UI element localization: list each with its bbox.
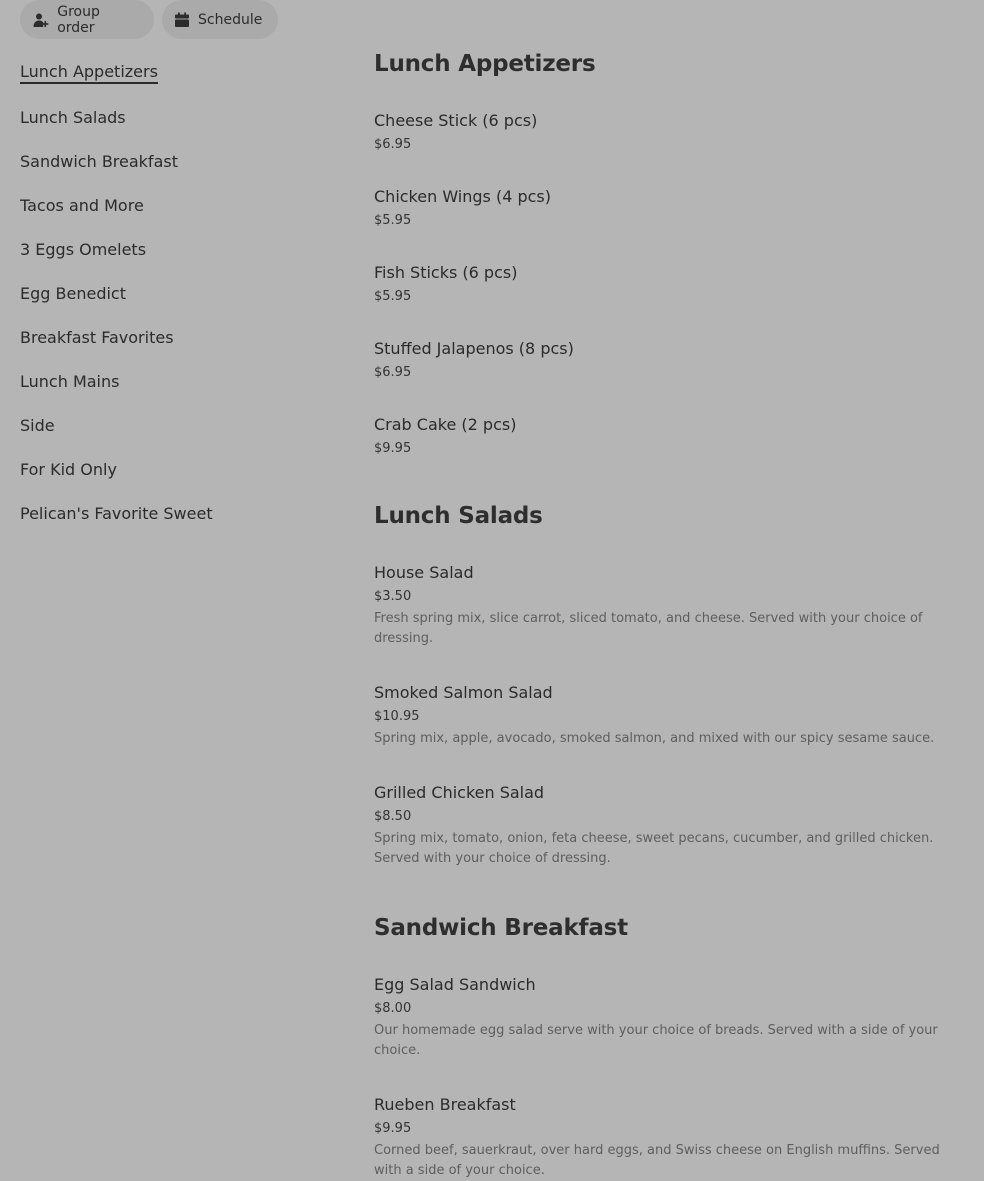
menu-item-price: $6.95	[374, 137, 412, 152]
menu-item[interactable]	[374, 683, 954, 749]
group-order-label: Group order	[57, 3, 100, 36]
menu-item-price: $9.95	[374, 1121, 412, 1136]
group-order-button[interactable]	[20, 0, 154, 39]
menu-item-description: Spring mix, apple, avocado, smoked salmon, and mixed with our spicy sesame sauce.	[374, 731, 935, 746]
menu-item-description: Fresh spring mix, slice carrot, sliced tomato, and cheese. Served with your choice of dressing.	[374, 611, 923, 646]
menu-item-price: $5.95	[374, 289, 412, 304]
menu-item-price: $8.50	[374, 809, 412, 824]
menu-item-name: Rueben Breakfast	[374, 1095, 516, 1114]
menu-item-name: Egg Salad Sandwich	[374, 975, 536, 994]
menu-item-name: House Salad	[374, 563, 474, 582]
menu-item-price: $5.95	[374, 213, 412, 228]
sidebar-item-3-eggs-omelets[interactable]: 3 Eggs Omelets	[20, 240, 147, 259]
menu-item-name: Cheese Stick (6 pcs)	[374, 111, 538, 130]
menu-item-name: Smoked Salmon Salad	[374, 683, 553, 702]
section-title-lunch-appetizers: Lunch Appetizers	[374, 51, 596, 77]
sidebar-item-for-kid-only[interactable]: For Kid Only	[20, 460, 117, 479]
menu-item-price: $10.95	[374, 709, 420, 724]
menu-item[interactable]	[374, 187, 954, 230]
menu-item[interactable]	[374, 415, 954, 458]
menu-item-price: $6.95	[374, 365, 412, 380]
menu-item[interactable]	[374, 339, 954, 382]
sidebar-item-lunch-mains[interactable]: Lunch Mains	[20, 372, 120, 391]
menu-item[interactable]	[374, 563, 954, 649]
menu-item-name: Chicken Wings (4 pcs)	[374, 187, 551, 206]
menu-item[interactable]	[374, 263, 954, 306]
menu-item-name: Fish Sticks (6 pcs)	[374, 263, 518, 282]
sidebar-item-tacos-and-more[interactable]: Tacos and More	[20, 196, 144, 215]
menu-item-price: $9.95	[374, 441, 412, 456]
sidebar-item-lunch-appetizers[interactable]: Lunch Appetizers	[20, 62, 158, 84]
sidebar-item-lunch-salads[interactable]: Lunch Salads	[20, 108, 126, 127]
menu-item-name: Grilled Chicken Salad	[374, 783, 545, 802]
menu-item[interactable]	[374, 1095, 954, 1181]
sidebar-item-sandwich-breakfast[interactable]: Sandwich Breakfast	[20, 152, 178, 171]
section-title-sandwich-breakfast: Sandwich Breakfast	[374, 915, 628, 941]
menu-item-description: Corned beef, sauerkraut, over hard eggs, and Swiss cheese on English muffins. Served with a side of your choice.	[374, 1143, 940, 1178]
sidebar-item-breakfast-favorites[interactable]: Breakfast Favorites	[20, 328, 174, 347]
menu-item-name: Stuffed Jalapenos (8 pcs)	[374, 339, 574, 358]
sidebar-item-egg-benedict[interactable]: Egg Benedict	[20, 284, 126, 303]
menu-item[interactable]	[374, 783, 954, 869]
sidebar-item-side[interactable]: Side	[20, 416, 55, 435]
menu-item-price: $8.00	[374, 1001, 412, 1016]
menu-item[interactable]	[374, 111, 954, 154]
menu-item-price: $3.50	[374, 589, 412, 604]
menu-item[interactable]	[374, 975, 954, 1061]
menu-item-description: Spring mix, tomato, onion, feta cheese, sweet pecans, cucumber, and grilled chicken. Served with your choice of dressing.	[374, 831, 934, 866]
schedule-button[interactable]	[162, 0, 278, 39]
sidebar-item-pelicans-favorite-sweet[interactable]: Pelican's Favorite Sweet	[20, 504, 213, 523]
section-title-lunch-salads: Lunch Salads	[374, 503, 543, 529]
menu-item-name: Crab Cake (2 pcs)	[374, 415, 517, 434]
menu-item-description: Our homemade egg salad serve with your choice of breads. Served with a side of your choice.	[374, 1023, 938, 1058]
calendar-icon	[174, 11, 190, 29]
schedule-label: Schedule	[198, 11, 263, 28]
group-add-icon	[32, 11, 49, 29]
